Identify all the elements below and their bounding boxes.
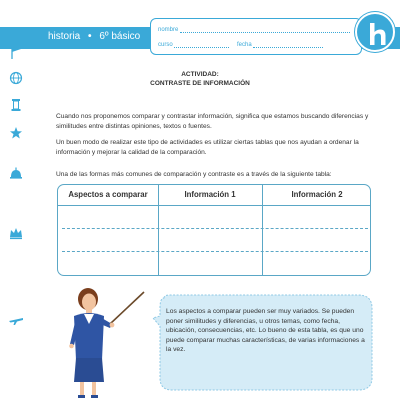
- table-column-divider: [158, 185, 159, 276]
- name-field[interactable]: [180, 27, 350, 33]
- speech-bubble-text: Los aspectos a comparar pueden ser muy variados. Se pueden poner similitudes y diferencias, u otros temas, como fecha, ubicación, consecuencias, etc. Lo bueno de esta tabla, es que uno puede comparar muchas características, de varias informaciones a la vez.: [166, 308, 365, 354]
- table-column-divider: [262, 185, 263, 276]
- subject-separator: •: [88, 31, 92, 42]
- course-field[interactable]: [174, 42, 229, 48]
- grade-name: 6º básico: [99, 31, 141, 42]
- course-row: [158, 42, 323, 48]
- intro-paragraph: Cuando nos proponemos comparar y contrastar información, significa que estamos buscando diferencias y similitudes entre distintas opiniones, textos o fuentes.: [56, 113, 369, 130]
- table-header-info-1: Información 1: [184, 190, 236, 199]
- brand-logo: [355, 12, 395, 52]
- logo-letter-icon: [357, 14, 397, 54]
- course-label: curso: [158, 42, 173, 48]
- helmet-icon: [8, 166, 24, 182]
- student-info-box: [150, 18, 362, 55]
- table-intro-paragraph: Una de las formas más comunes de comparación y contraste es a través de la siguiente tabla:: [56, 171, 332, 178]
- method-paragraph: Un buen modo de realizar este tipo de actividades es utilizar ciertas tablas que nos ayudan a ordenar la información y mejorar la calidad de la comparación.: [56, 139, 359, 156]
- date-label: fecha: [237, 42, 252, 48]
- date-field[interactable]: [253, 42, 323, 48]
- table-header-divider: [58, 205, 371, 206]
- subject-name: historia: [48, 31, 81, 42]
- table-row-divider: [62, 251, 368, 252]
- plane-icon: [8, 312, 24, 328]
- star-icon: [8, 125, 24, 141]
- activity-title: CONTRASTE DE INFORMACIÓN: [150, 80, 250, 87]
- teacher-illustration: [58, 282, 158, 400]
- name-label: nombre: [158, 27, 179, 33]
- table-header-aspects: Aspectos a comparar: [68, 190, 148, 199]
- table-header-info-2: Información 2: [291, 190, 343, 199]
- column-icon: [8, 97, 24, 113]
- subject-label: [48, 31, 140, 42]
- comparison-table: [57, 184, 371, 276]
- activity-label: ACTIVIDAD:: [181, 71, 219, 78]
- name-row: [158, 27, 350, 33]
- table-row-divider: [62, 228, 368, 229]
- crown-icon: [8, 225, 24, 241]
- flag-icon: [8, 45, 24, 61]
